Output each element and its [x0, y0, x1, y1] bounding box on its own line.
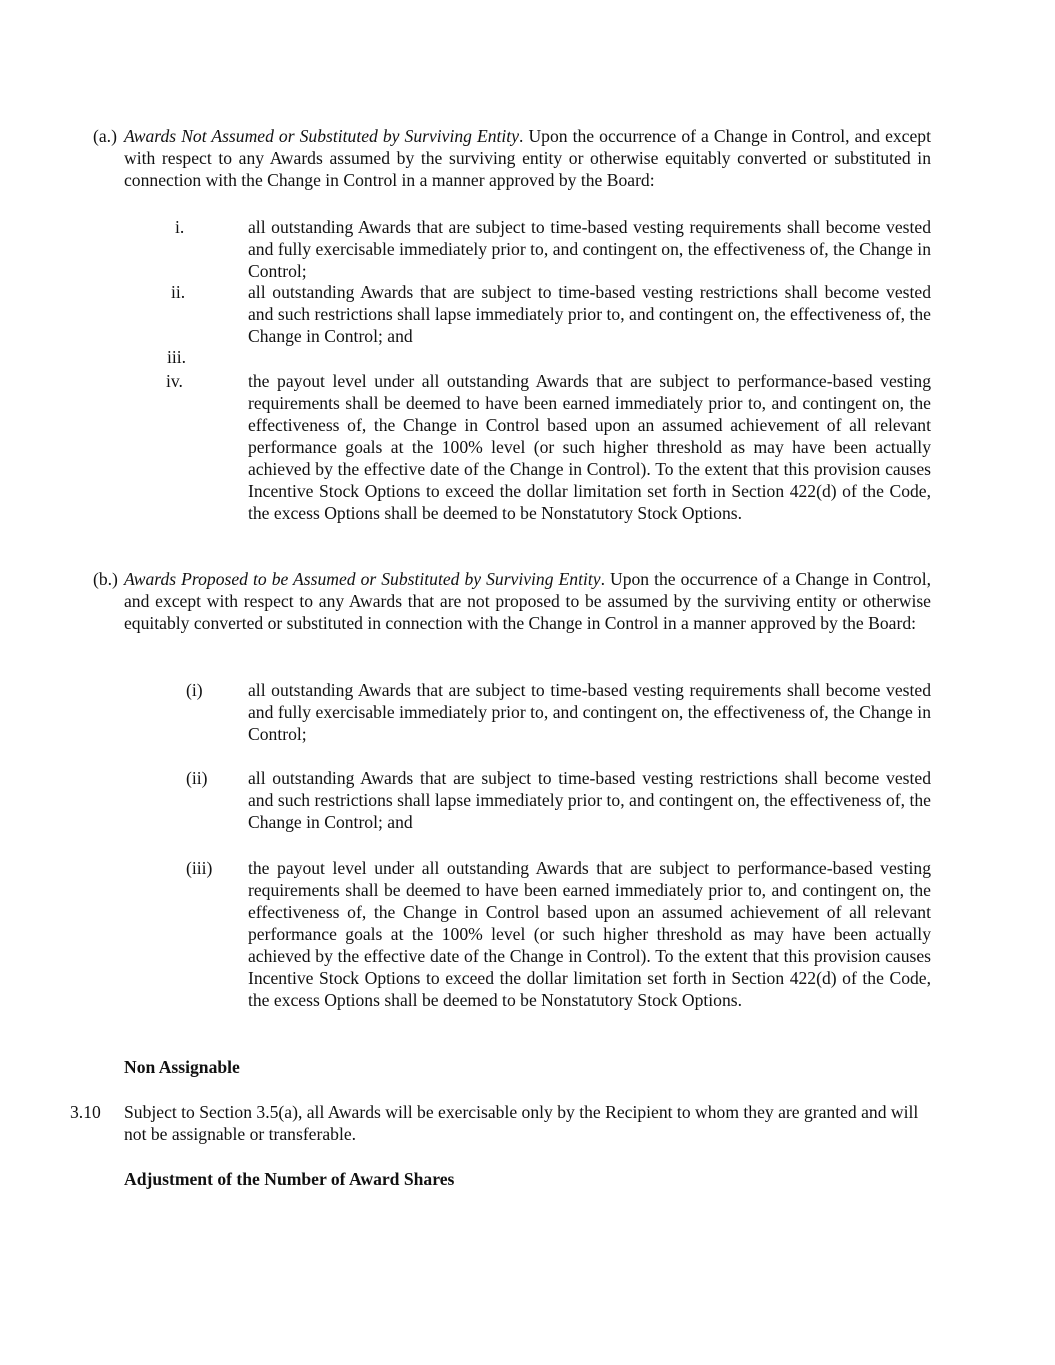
- section-b-lead: Awards Proposed to be Assumed or Substituted by Surviving Entity: [124, 569, 601, 589]
- section-a-item-1-text: all outstanding Awards that are subject to time-based vesting requirements shall become vested and fully exercisable immediately prior to, and contingent on, the effectiveness of, the Change in Control;: [248, 217, 931, 281]
- section-a-item-2-number: ii.: [171, 282, 186, 302]
- section-b-item-1-number: (i): [186, 680, 203, 700]
- section-a-lead: Awards Not Assumed or Substituted by Surviving Entity: [124, 126, 520, 146]
- section-a-item-3-number: iii.: [167, 347, 187, 367]
- section-b-paragraph: [93, 568, 931, 634]
- section-a-paragraph: [93, 125, 931, 191]
- section-b-item-1-text: all outstanding Awards that are subject to time-based vesting requirements shall become vested and fully exercisable immediately prior to, and contingent on, the effectiveness of, the Change in Control;: [248, 680, 931, 744]
- section-b-text: . Upon the occurrence of a Change in Control, and except with respect to any Awards that are not proposed to be assumed by the surviving entity or otherwise equitably converted or substituted in connection with the Change in Control in a manner approved by the Board:: [124, 569, 931, 633]
- section-3-10-number: 3.10: [70, 1102, 101, 1122]
- section-a-item-4-text: the payout level under all outstanding Awards that are subject to performance-based vesting requirements shall be deemed to have been earned immediately prior to, and contingent on, the effectiveness of, the Change in Control based upon an assumed achievement of all relevant performance goals at the 100% level (or such higher threshold as may have been actually achieved by the effective date of the Change in Control). To the extent that this provision causes Incentive Stock Options to exceed the dollar limitation set forth in Section 422(d) of the Code, the excess Options shall be deemed to be Nonstatutory Stock Options.: [248, 371, 931, 523]
- section-a-text: . Upon the occurrence of a Change in Control, and except with respect to any Awards assumed by the surviving entity or otherwise equitably converted or substituted in connection with the Change in Control in a manner approved by the Board:: [124, 126, 931, 190]
- heading-non-assignable: Non Assignable: [124, 1057, 240, 1077]
- section-a-marker: (a.): [93, 126, 117, 146]
- heading-adjustment: Adjustment of the Number of Award Shares: [124, 1169, 455, 1189]
- section-a-item-4-number: iv.: [166, 371, 183, 391]
- section-b-marker: (b.): [93, 569, 118, 589]
- section-3-10-text: Subject to Section 3.5(a), all Awards will be exercisable only by the Recipient to whom they are granted and will not be assignable or transferable.: [124, 1102, 919, 1144]
- section-b-item-3-text: the payout level under all outstanding Awards that are subject to performance-based vesting requirements shall be deemed to have been earned immediately prior to, and contingent on, the effectiveness of, the Change in Control based upon an assumed achievement of all relevant performance goals at the 100% level (or such higher threshold as may have been actually achieved by the effective date of the Change in Control). To the extent that this provision causes Incentive Stock Options to exceed the dollar limitation set forth in Section 422(d) of the Code, the excess Options shall be deemed to be Nonstatutory Stock Options.: [248, 858, 931, 1010]
- section-b-item-2-number: (ii): [186, 768, 208, 788]
- section-b-item-2-text: all outstanding Awards that are subject to time-based vesting restrictions shall become vested and such restrictions shall lapse immediately prior to, and contingent on, the effectiveness of, the Change in Control; and: [248, 768, 931, 832]
- section-b-item-3-number: (iii): [186, 858, 213, 878]
- section-a-item-2-text: all outstanding Awards that are subject to time-based vesting restrictions shall become vested and such restrictions shall lapse immediately prior to, and contingent on, the effectiveness of, the Change in Control; and: [248, 282, 931, 346]
- section-a-item-1-number: i.: [175, 217, 185, 237]
